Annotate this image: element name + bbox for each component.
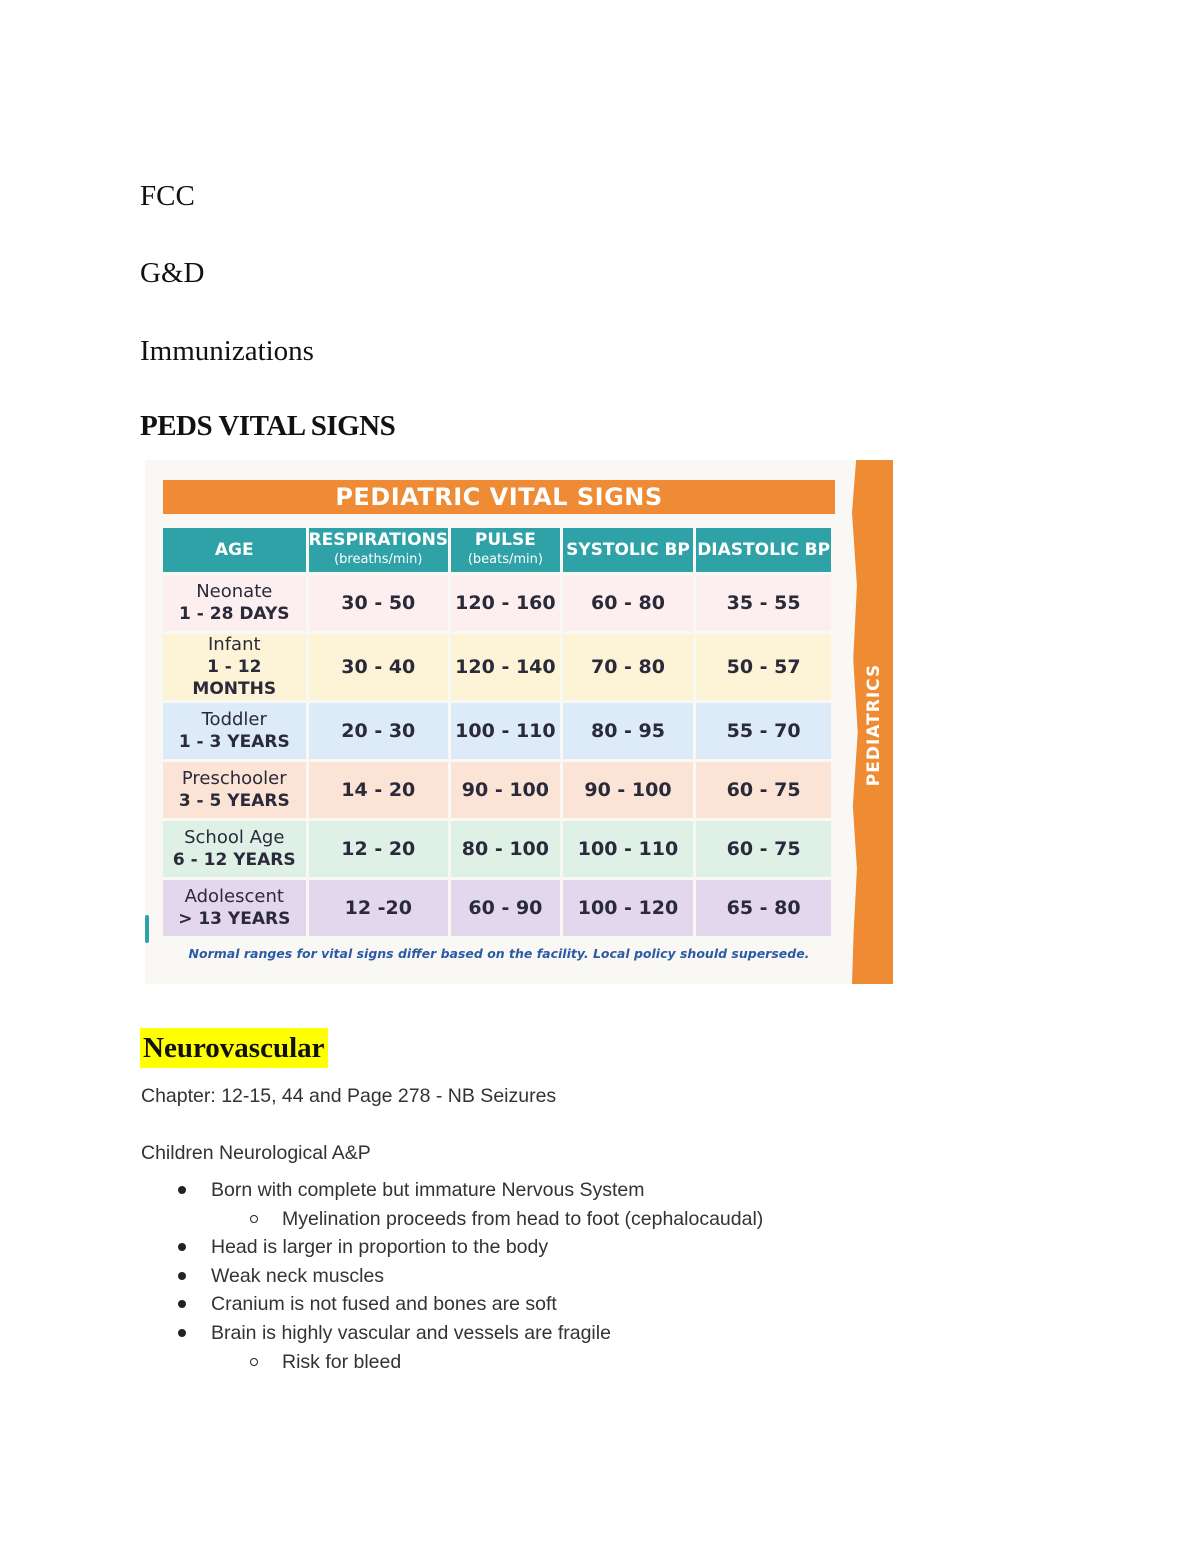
cell-diastolic: 35 - 55: [696, 575, 831, 631]
cell-respirations: 12 - 20: [309, 821, 449, 877]
cell-pulse: 90 - 100: [451, 762, 560, 818]
list-item: [211, 1263, 384, 1289]
pediatric-vital-signs-image: [145, 460, 893, 984]
age-group-name: Adolescent: [184, 886, 284, 907]
age-group-range: 6 - 12 YEARS: [172, 850, 296, 870]
cell-diastolic: 50 - 57: [696, 634, 831, 700]
list-item-text: Brain is highly vascular and vessels are fragile: [211, 1322, 611, 1344]
cell-respirations: 30 - 40: [309, 634, 449, 700]
bullet-circle-icon: [250, 1215, 258, 1223]
list-item: [211, 1177, 645, 1203]
sub-list-item: [282, 1349, 401, 1375]
age-group-range: 1 - 12 MONTHS: [192, 657, 277, 699]
cell-systolic: 90 - 100: [563, 762, 694, 818]
heading-immunizations: Immunizations: [140, 335, 314, 367]
cell-systolic: 70 - 80: [563, 634, 694, 700]
sub-list-item-text: Myelination proceeds from head to foot (cephalocaudal): [282, 1208, 764, 1230]
cell-diastolic: 55 - 70: [696, 703, 831, 759]
cell-age: [163, 880, 306, 936]
list-item-text: Weak neck muscles: [211, 1265, 385, 1287]
cell-age: [163, 762, 306, 818]
table-row: [163, 634, 831, 700]
chapter-reference: Chapter: 12-15, 44 and Page 278 - NB Seizures: [141, 1085, 557, 1107]
list-item-text: Cranium is not fused and bones are soft: [211, 1293, 557, 1315]
table-row: [163, 880, 831, 936]
heading-peds-vital-signs: PEDS VITAL SIGNS: [140, 410, 396, 442]
cell-pulse: 120 - 160: [451, 575, 560, 631]
bullet-dot-icon: [178, 1300, 186, 1308]
bullet-dot-icon: [178, 1272, 186, 1280]
cell-pulse: 80 - 100: [451, 821, 560, 877]
cell-systolic: 60 - 80: [563, 575, 694, 631]
table-header-row: [163, 528, 831, 572]
age-group-name: Toddler: [201, 709, 267, 730]
cell-systolic: 80 - 95: [563, 703, 694, 759]
side-strip-text: PEDIATRICS: [864, 663, 884, 787]
column-header-pulse: PULSE (beats/min): [451, 528, 560, 572]
vital-signs-title: PEDIATRIC VITAL SIGNS: [163, 480, 835, 514]
column-header-diastolic: DIASTOLIC BP: [696, 528, 831, 572]
cell-pulse: 100 - 110: [451, 703, 560, 759]
cell-age: [163, 634, 306, 700]
cell-pulse: 120 - 140: [451, 634, 560, 700]
cell-diastolic: 60 - 75: [696, 821, 831, 877]
cell-age: [163, 575, 306, 631]
cell-systolic: 100 - 110: [563, 821, 694, 877]
cell-respirations: 20 - 30: [309, 703, 449, 759]
bullet-circle-icon: [250, 1358, 258, 1366]
subheading-neuro-ap: Children Neurological A&P: [141, 1142, 371, 1164]
bullet-dot-icon: [178, 1329, 186, 1337]
heading-fcc: FCC: [140, 180, 195, 212]
age-group-range: 1 - 28 DAYS: [179, 604, 290, 624]
cell-respirations: 14 - 20: [309, 762, 449, 818]
list-item: [211, 1320, 611, 1346]
bullet-dot-icon: [178, 1186, 186, 1194]
heading-neurovascular: Neurovascular: [140, 1028, 328, 1068]
vital-signs-footnote: Normal ranges for vital signs differ based on the facility. Local policy should supersede.: [188, 946, 810, 961]
vital-signs-table: [160, 525, 834, 939]
age-group-name: Infant: [207, 634, 261, 655]
cell-diastolic: 60 - 75: [696, 762, 831, 818]
age-group-range: 3 - 5 YEARS: [178, 791, 290, 811]
sub-list-item-text: Risk for bleed: [282, 1351, 402, 1373]
table-row: [163, 762, 831, 818]
list-item-text: Born with complete but immature Nervous System: [211, 1179, 645, 1201]
column-header-systolic: SYSTOLIC BP: [563, 528, 694, 572]
cell-systolic: 100 - 120: [563, 880, 694, 936]
list-item: [211, 1234, 548, 1260]
table-row: [163, 703, 831, 759]
cell-diastolic: 65 - 80: [696, 880, 831, 936]
column-header-respirations: RESPIRATIONS (breaths/min): [309, 528, 449, 572]
age-group-name: School Age: [184, 827, 285, 848]
cell-age: [163, 821, 306, 877]
bullet-dot-icon: [178, 1243, 186, 1251]
list-item-text: Head is larger in proportion to the body: [211, 1236, 549, 1258]
cell-respirations: 30 - 50: [309, 575, 449, 631]
age-group-range: > 13 YEARS: [178, 909, 291, 929]
image-edge-mark: [145, 915, 149, 943]
sub-list-item: [282, 1206, 763, 1232]
age-group-name: Neonate: [196, 581, 273, 602]
column-header-age: AGE: [163, 528, 306, 572]
list-item: [211, 1291, 557, 1317]
side-strip-label: [850, 665, 893, 785]
cell-pulse: 60 - 90: [451, 880, 560, 936]
heading-gd: G&D: [140, 257, 205, 289]
age-group-range: 1 - 3 YEARS: [178, 732, 290, 752]
cell-respirations: 12 -20: [309, 880, 449, 936]
age-group-name: Preschooler: [181, 768, 287, 789]
table-row: [163, 575, 831, 631]
table-row: [163, 821, 831, 877]
cell-age: [163, 703, 306, 759]
